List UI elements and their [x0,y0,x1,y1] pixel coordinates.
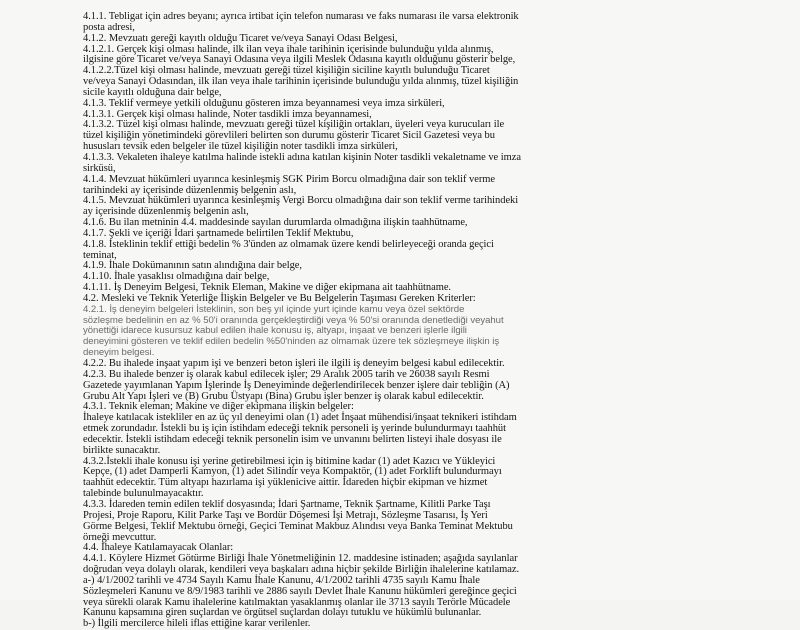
document-line: 4.1.2.2.Tüzel kişi olması halinde, mevzuatı gereği tüzel kişiliğin siciline kayıtlı bulunduğu Ticaret [83,65,490,77]
document-line: 4.1.10. İhale yasaklısı olmadığına dair belge, [83,271,270,283]
document-line: sözleşme bedelinin en az % 50'i oranında gerçekleştirdiği veya % 50'si oranında denetlediği veyahut [83,314,504,326]
document-line: sicile kayıtlı olduğuna dair belge, [83,86,222,98]
document-line: 4.2. Mesleki ve Teknik Yeterliğe İlişkin Belgeler ve Bu Belgelerin Taşıması Gereken Kriterler: [83,292,476,304]
document-line: 4.3.1. Teknik eleman; Makine ve diğer ekipmana ilişkin belgeler: [83,401,354,413]
document-line: posta adresi, [83,21,135,33]
document-line: talebinde bulunulmayacaktır. [83,488,204,500]
document-body [83,12,755,630]
document-line: İhaleye katılacak istekliler en az üç yıl deneyimi olan (1) adet İnşaat mühendisi/inşaat teknikeri istihdam [83,412,517,424]
document-line: 4.2.1. İş deneyim belgeleri İsteklinin, son beş yıl içinde yurt içinde kamu veya özel sektörde [83,303,465,315]
document-line: 4.1.2. Mevzuatı gereği kayıtlı olduğu Ticaret ve/veya Sanayi Odası Belgesi, [83,32,398,44]
document-line: 4.1.3.3. Vekaleten ihaleye katılma halinde istekli adına katılan kişinin Noter tasdikli vekaletname ve imza [83,151,521,163]
document-line: 4.1.2.1. Gerçek kişi olması halinde, ilk ilan veya ihale tarihinin içerisinde bulunduğu yılda alınmış, [83,43,494,55]
document-line: edecektir. İstekli istihdam edeceği teknik personelin isim ve unvanını belirten listeyi ihale dosyası ile [83,433,502,445]
document-line: 4.1.9. İhale Dokümanının satın alındığına dair belge, [83,260,302,272]
document-line: Kepçe, (1) adet Damperli Kamyon, (1) adet Silindir veya Kompaktör, (1) adet Forklift bulundurmayı [83,466,502,478]
document-line: 4.3.2.İstekli ihale konusu işi yerine getirebilmesi için iş bitimine kadar (1) adet Kazıcı ve Yükleyici [83,455,496,467]
document-line: 4.1.8. İsteklinin teklif ettiği bedelin % 3'ünden az olmamak üzere kendi belirleyeceği oranda geçici [83,238,494,250]
document-line: taahhüt edecektir. Tüm altyapı hazırlama işi yüklenicive aittir. İdareden hiçbir ekipman ve hizmet [83,477,488,489]
document-line: 4.1.5. Mevzuat hükümleri uyarınca kesinleşmiş Vergi Borcu olmadığına dair son teklif verme tarihindeki [83,195,519,207]
document-line: 4.1.6. Bu ilan metninin 4.4. maddesinde sayılan durumlarda olmadığına ilişkin taahhütname, [83,217,468,229]
document-line: hususları tevsik eden belgeler ile tüzel kişiliğin noter tasdikli imza sirküleri, [83,141,398,153]
document-line: 4.3.3. İdareden temin edilen teklif dosyasında; İdari Şartname, Teknik Şartname, Kilitli Parke Taşı [83,498,491,510]
document-line: birlikte sunacaktır. [83,444,161,456]
document-line: 4.1.3.2. Tüzel kişi olması halinde, mevzuatı gereği tüzel kişiliğin ortakları, üyeleri veya kurucuları ile [83,119,505,131]
document-line: 4.1.1. Tebligat için adres beyanı; ayrıca irtibat için telefon numarası ve faks numarası ile varsa elektronik [83,11,519,22]
document-line: etmek zorundadır. İstekli bu iş için istihdam edeceği teknik personeli iş yerinde bulundurmayı taahhüt [83,423,506,435]
document-line: ve/veya Sanayi Odasından, ilk ilan veya ihale tarihinin içerisinde bulunduğu yılda alınmış, tüzel kişiliğin [83,76,519,88]
document-line: Görme Belgesi, Teklif Mektubu örneği, Geçici Teminat Makbuz Alındısı veya Banka Teminat Mektubu [83,520,513,532]
document-line: örneği mevcuttur. [83,531,157,543]
document-line: 4.4. İhaleye Katılamayacak Olanlar: [83,542,234,554]
document-line: Kanunu kapsamına giren suçlardan ve örgütsel suçlardan dolayı tutuklu ve hükümlü bulunanlar. [83,607,482,619]
document-line: deneyim belgesi. [83,347,155,359]
document-line: a-) 4/1/2002 tarihli ve 4734 Sayılı Kamu İhale Kanunu, 4/1/2002 tarihli 4735 sayılı Kamu İhale [83,574,480,586]
document-line: 4.2.2. Bu ihalede inşaat yapım işi ve benzeri beton işleri ile ilgili iş deneyim belgesi kabul edilecektir. [83,358,505,369]
document-line: tüzel kişiliğin yönetimindeki görevlileri belirten son durumu gösterir Ticaret Sicil Gazetesi veya bu [83,130,495,142]
document-line: deneyimini gösteren ve teklif edilen bedelin %50'ninden az olmamak üzere tek sözleşmeye ilişkin iş [83,336,500,348]
document-line: 4.1.7. Şekli ve içeriği İdari şartnamede belirtilen Teklif Mektubu, [83,227,354,239]
document-line: Projesi, Proje Raporu, Kilit Parke Taşı ve Bordür Döşemesi İşi Metrajı, Sözleşme Tasarısı, İş Yeri [83,509,488,521]
document-line: sirküsü, [83,162,116,174]
document-line: b-) İlgili mercilerce hileli iflas ettiğine karar verilenler. [83,618,311,630]
document-line: 4.2.3. Bu ihalede benzer iş olarak kabul edilecek işler; 29 Aralık 2005 tarih ve 26038 sayılı Resmi [83,368,490,380]
document-line: 4.4.1. Köylere Hizmet Götürme Birliği İhale Yönetmeliğinin 12. maddesine istinaden; aşağıda sayılanlar [83,553,518,565]
document-line: ilgisine göre Ticaret ve/veya Sanayi Odasına veya ilgili Meslek Odasına kayıtlı olduğunu gösterir belge, [83,54,516,66]
document-line: tarihindeki ay içerisinde düzenlenmiş belgenin aslı, [83,184,297,196]
document-line: 4.1.11. İş Deneyim Belgesi, Teknik Eleman, Makine ve diğer ekipmana ait taahhütname. [83,282,452,294]
document-line: 4.1.4. Mevzuat hükümleri uyarınca kesinleşmiş SGK Pirim Borcu olmadığına dair son teklif verme [83,173,496,185]
document-line: Grubu Alt Yapı İşleri ve (B) Grubu Üstyapı (Bina) Grubu işler benzer iş olarak kabul edilecektir. [83,390,484,402]
document-line: Gazetede yayımlanan Yapım İşlerinde İş Deneyiminde değerlendirilecek benzer işlere dair tebliğin (A) [83,379,510,391]
document-line: 4.1.3. Teklif vermeye yetkili olduğunu gösteren imza beyannamesi veya imza sirküleri, [83,97,445,109]
document-line: yönettiği idarece kusursuz kabul edilen ihale konusu iş, altyapı, inşaat ve benzeri işlerle ilgili [83,325,467,337]
document-line: veya sürekli olarak Kamu ihalelerine katılmaktan yasaklanmış olanlar ile 3713 sayılı Terörle Mücadele [83,596,511,608]
document-line: Sözleşmeleri Kanunu ve 8/9/1983 tarihli ve 2886 sayılı Devlet İhale Kanunu hükümleri gereğince geçici [83,585,517,597]
document-line: 4.1.3.1. Gerçek kişi olması halinde, Noter tasdikli imza beyannamesi, [83,108,372,120]
document-line: doğrudan veya dolaylı olarak, kendileri veya başkaları adına hiçbir şekilde Birliğin ihalelerine katılamaz. [83,564,520,576]
document-line: ay içerisinde düzenlenmiş belgenin aslı, [83,206,249,218]
document-line: teminat, [83,249,117,261]
